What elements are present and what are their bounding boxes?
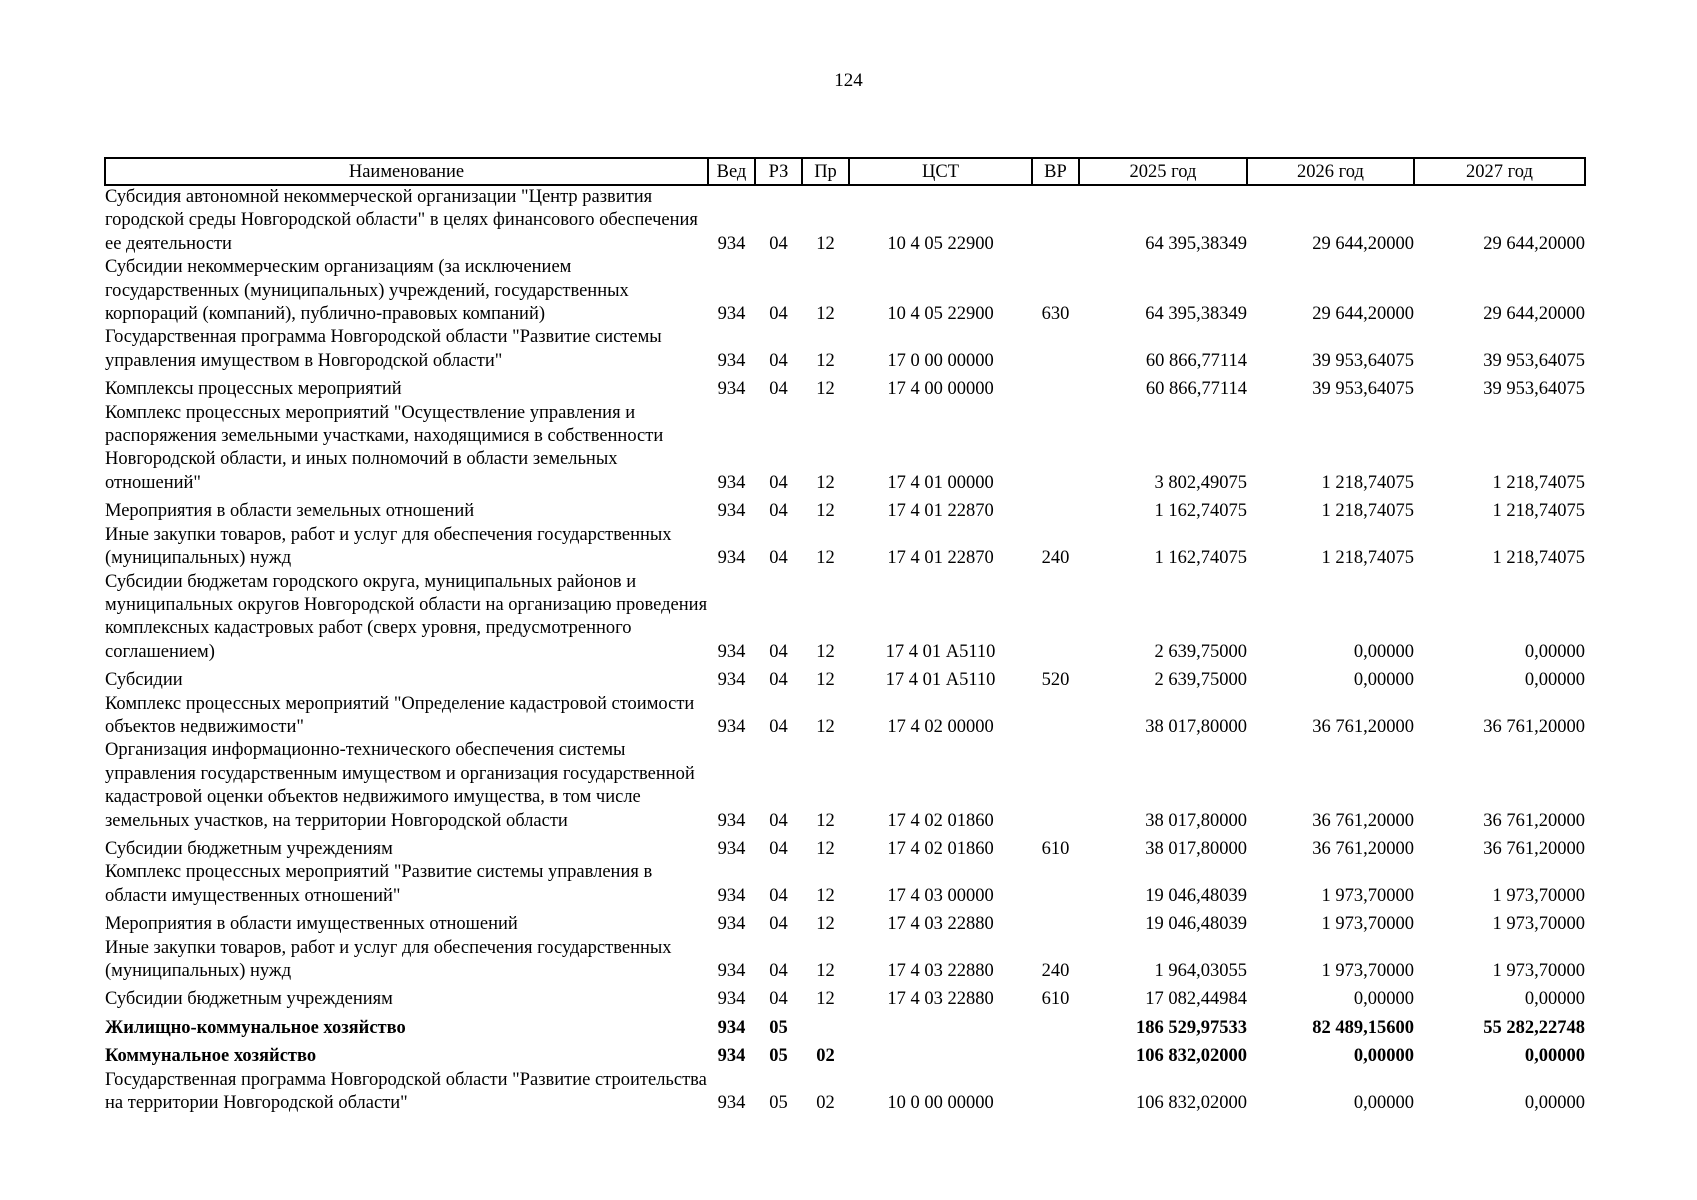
cell-pr: 12 [816,838,835,859]
cell-cst: 17 4 02 00000 [887,716,994,737]
col-header-name: Наименование [105,158,708,185]
table-row [105,664,1585,692]
cell-2027: 55 282,22748 [1483,1017,1585,1038]
cell-2027: 1 973,70000 [1492,914,1585,935]
cell-2025: 60 866,77114 [1145,350,1247,371]
cell-pr: 12 [816,641,835,662]
cell-2025: 17 082,44984 [1145,989,1247,1010]
col-header-2026: 2026 год [1247,158,1414,185]
cell-ved: 934 [717,1046,746,1067]
cell-rz: 04 [769,885,788,906]
cell-2027: 1 218,74075 [1492,472,1585,493]
cell-rz: 04 [769,989,788,1010]
cell-vr [1032,1040,1079,1068]
cell-name: Государственная программа Новгородской области "Развитие системы управления имуществом в Новгородской области" [105,327,662,371]
table-row [105,185,1585,256]
cell-ved: 934 [717,1093,746,1114]
cell-2027: 1 973,70000 [1492,885,1585,906]
cell-pr: 12 [816,501,835,522]
cell-name: Комплекс процессных мероприятий "Развитие системы управления в области имущественных отношений" [105,862,653,906]
cell-pr: 12 [816,810,835,831]
cell-2026: 39 953,64075 [1312,350,1414,371]
table-row [105,1069,1585,1116]
table-row [105,861,1585,908]
cell-vr: 240 [1041,548,1070,569]
page-number: 124 [834,70,863,91]
cell-ved: 934 [717,501,746,522]
col-header-cst: ЦСТ [849,158,1032,185]
cell-2027: 36 761,20000 [1483,810,1585,831]
cell-name: Субсидии бюджетам городского округа, муниципальных районов и муниципальных округов Новгородской области на организацию проведения комплексных кадастровых работ (сверх уровня, предусмотренного соглашением) [105,571,708,662]
cell-name: Иные закупки товаров, работ и услуг для обеспечения государственных (муниципальных) нужд [105,937,672,981]
cell-2026: 1 218,74075 [1321,548,1414,569]
cell-2025: 3 802,49075 [1154,472,1247,493]
cell-2026: 1 218,74075 [1321,472,1414,493]
cell-vr [1032,326,1079,373]
cell-rz: 04 [769,961,788,981]
cell-rz: 04 [769,233,788,254]
cell-2025: 60 866,77114 [1145,379,1247,400]
cell-name: Субсидии некоммерческим организациям (за исключением государственных (муниципальных) учреждений, государственных корпораций (компаний), публично-правовых компаний) [105,257,629,325]
cell-2025: 106 832,02000 [1136,1046,1247,1067]
cell-ved: 934 [717,379,746,400]
cell-vr [1032,1069,1079,1116]
cell-2026: 0,00000 [1353,1046,1414,1067]
cell-name: Коммунальное хозяйство [105,1046,317,1067]
cell-2025: 64 395,38349 [1145,304,1247,325]
cell-vr: 610 [1041,838,1070,859]
cell-pr: 12 [816,989,835,1010]
table-row [105,373,1585,401]
cell-2027: 36 761,20000 [1483,838,1585,859]
cell-pr: 12 [816,350,835,371]
cell-cst: 17 4 02 01860 [887,810,994,831]
table-row [105,1040,1585,1068]
cell-rz: 04 [769,670,788,691]
cell-2025: 38 017,80000 [1145,716,1247,737]
cell-pr: 02 [816,1093,835,1114]
cell-cst: 17 0 00 00000 [887,350,994,371]
cell-2026: 39 953,64075 [1312,379,1414,400]
cell-ved: 934 [717,233,746,254]
cell-pr: 12 [816,716,835,737]
table-row [105,524,1585,571]
cell-rz: 04 [769,716,788,737]
cell-cst [849,1012,1032,1040]
cell-pr: 02 [816,1046,835,1067]
col-header-rz: РЗ [755,158,802,185]
cell-cst [849,1040,1032,1068]
table-row [105,1012,1585,1040]
cell-vr: 240 [1041,961,1070,981]
table-row [105,833,1585,861]
cell-2026: 36 761,20000 [1312,810,1414,831]
cell-2027: 39 953,64075 [1483,379,1585,400]
cell-2026: 29 644,20000 [1312,233,1414,254]
cell-2025: 186 529,97533 [1136,1017,1247,1038]
cell-2025: 106 832,02000 [1136,1093,1247,1114]
cell-rz: 04 [769,350,788,371]
cell-2025: 1 964,03055 [1154,961,1247,981]
cell-ved: 934 [717,641,746,662]
cell-vr [1032,495,1079,523]
cell-cst: 17 4 03 22880 [887,914,994,935]
cell-cst: 17 4 03 22880 [887,961,994,981]
cell-rz: 04 [769,838,788,859]
cell-ved: 934 [717,716,746,737]
cell-2026: 0,00000 [1353,670,1414,691]
cell-rz: 04 [769,304,788,325]
cell-cst: 10 4 05 22900 [887,233,994,254]
cell-rz: 05 [769,1017,788,1038]
cell-2027: 1 218,74075 [1492,501,1585,522]
cell-2025: 1 162,74075 [1154,548,1247,569]
table-row [105,739,1585,833]
cell-2027: 0,00000 [1524,1093,1585,1114]
cell-pr [802,1012,849,1040]
cell-2027: 0,00000 [1524,1046,1585,1067]
cell-ved: 934 [717,548,746,569]
cell-vr [1032,693,1079,740]
cell-vr [1032,571,1079,665]
cell-2025: 38 017,80000 [1145,810,1247,831]
cell-2026: 1 973,70000 [1321,885,1414,906]
cell-2027: 0,00000 [1524,670,1585,691]
cell-cst: 17 4 01 А5110 [885,641,996,662]
table-row [105,693,1585,740]
table-row [105,571,1585,665]
cell-rz: 04 [769,810,788,831]
cell-rz: 04 [769,472,788,493]
cell-2027: 1 218,74075 [1492,548,1585,569]
table-header [105,158,1585,185]
cell-2025: 1 162,74075 [1154,501,1247,522]
cell-cst: 10 4 05 22900 [887,304,994,325]
cell-2027: 36 761,20000 [1483,716,1585,737]
cell-2027: 29 644,20000 [1483,304,1585,325]
cell-vr: 520 [1041,670,1070,691]
cell-name: Государственная программа Новгородской области "Развитие строительства на территории Новгородской области" [105,1069,707,1114]
cell-2025: 64 395,38349 [1145,233,1247,254]
cell-name: Субсидии бюджетным учреждениям [105,838,393,859]
cell-pr: 12 [816,472,835,493]
cell-vr [1032,739,1079,833]
cell-name: Субсидии [105,670,183,691]
cell-vr [1032,373,1079,401]
cell-vr: 630 [1041,304,1070,325]
cell-vr [1032,402,1079,496]
cell-ved: 934 [717,304,746,325]
cell-rz: 04 [769,641,788,662]
cell-name: Комплексы процессных мероприятий [105,379,402,400]
cell-ved: 934 [717,670,746,691]
table-row [105,983,1585,1011]
cell-vr [1032,185,1079,256]
cell-name: Субсидия автономной некоммерческой организации "Центр развития городской среды Новгородской области" в целях финансового обеспечения ее деятельности [105,187,698,254]
cell-ved: 934 [717,810,746,831]
cell-ved: 934 [717,1017,746,1038]
cell-2026: 29 644,20000 [1312,304,1414,325]
cell-cst: 10 0 00 00000 [887,1093,994,1114]
col-header-pr: Пр [802,158,849,185]
cell-ved: 934 [717,350,746,371]
header-row [105,158,1585,185]
cell-2025: 19 046,48039 [1145,914,1247,935]
cell-cst: 17 4 00 00000 [887,379,994,400]
cell-name: Иные закупки товаров, работ и услуг для обеспечения государственных (муниципальных) нужд [105,524,672,569]
cell-vr [1032,861,1079,908]
table-row [105,908,1585,936]
cell-vr [1032,908,1079,936]
col-header-vr: ВР [1032,158,1079,185]
cell-rz: 05 [769,1093,788,1114]
cell-name: Комплекс процессных мероприятий "Определение кадастровой стоимости объектов недвижимости" [105,693,695,737]
table-row [105,256,1585,326]
cell-2026: 82 489,15600 [1312,1017,1414,1038]
cell-2026: 36 761,20000 [1312,838,1414,859]
cell-cst: 17 4 03 22880 [887,989,994,1010]
cell-ved: 934 [717,961,746,981]
cell-2027: 1 973,70000 [1492,961,1585,981]
cell-ved: 934 [717,472,746,493]
cell-2026: 0,00000 [1353,989,1414,1010]
cell-ved: 934 [717,989,746,1010]
cell-2026: 0,00000 [1353,641,1414,662]
cell-2027: 0,00000 [1524,641,1585,662]
cell-pr: 12 [816,548,835,569]
cell-cst: 17 4 01 00000 [887,472,994,493]
cell-rz: 04 [769,548,788,569]
cell-2026: 0,00000 [1353,1093,1414,1114]
cell-2025: 38 017,80000 [1145,838,1247,859]
table-row [105,326,1585,373]
cell-rz: 04 [769,914,788,935]
cell-name: Мероприятия в области земельных отношений [105,501,475,522]
col-header-ved: Вед [708,158,755,185]
cell-cst: 17 4 01 22870 [887,501,994,522]
cell-2026: 1 973,70000 [1321,961,1414,981]
cell-cst: 17 4 01 А5110 [885,670,996,691]
cell-2025: 2 639,75000 [1154,641,1247,662]
cell-2027: 39 953,64075 [1483,350,1585,371]
cell-2026: 36 761,20000 [1312,716,1414,737]
cell-vr [1032,1012,1079,1040]
cell-cst: 17 4 03 00000 [887,885,994,906]
table-row [105,402,1585,496]
cell-name: Субсидии бюджетным учреждениям [105,989,393,1010]
cell-name: Жилищно-коммунальное хозяйство [105,1017,406,1038]
cell-name: Мероприятия в области имущественных отношений [105,914,518,935]
cell-2025: 19 046,48039 [1145,885,1247,906]
cell-pr: 12 [816,914,835,935]
cell-pr: 12 [816,885,835,906]
cell-cst: 17 4 02 01860 [887,838,994,859]
cell-2027: 29 644,20000 [1483,233,1585,254]
cell-2026: 1 973,70000 [1321,914,1414,935]
cell-pr: 12 [816,670,835,691]
col-header-2027: 2027 год [1414,158,1585,185]
cell-2025: 2 639,75000 [1154,670,1247,691]
cell-name: Комплекс процессных мероприятий "Осуществление управления и распоряжения земельными участками, находящимися в собственности Новгородской области, и иных полномочий в области земельных отношений" [105,402,664,493]
cell-rz: 04 [769,379,788,400]
cell-pr: 12 [816,961,835,981]
cell-pr: 12 [816,233,835,254]
table-body [105,185,1585,1115]
cell-2027: 0,00000 [1524,989,1585,1010]
cell-rz: 04 [769,501,788,522]
table-row [105,937,1585,984]
cell-ved: 934 [717,838,746,859]
col-header-2025: 2025 год [1079,158,1247,185]
budget-table [104,157,1586,1115]
table-row [105,495,1585,523]
cell-2026: 1 218,74075 [1321,501,1414,522]
cell-pr: 12 [816,379,835,400]
cell-pr: 12 [816,304,835,325]
cell-cst: 17 4 01 22870 [887,548,994,569]
cell-ved: 934 [717,914,746,935]
cell-vr: 610 [1041,989,1070,1010]
cell-ved: 934 [717,885,746,906]
cell-rz: 05 [769,1046,788,1067]
cell-name: Организация информационно-технического обеспечения системы управления государственным имуществом и организация государственной кадастровой оценки объектов недвижимого имущества, в том числе земельных участков, на территории Новгородской области [105,740,695,831]
